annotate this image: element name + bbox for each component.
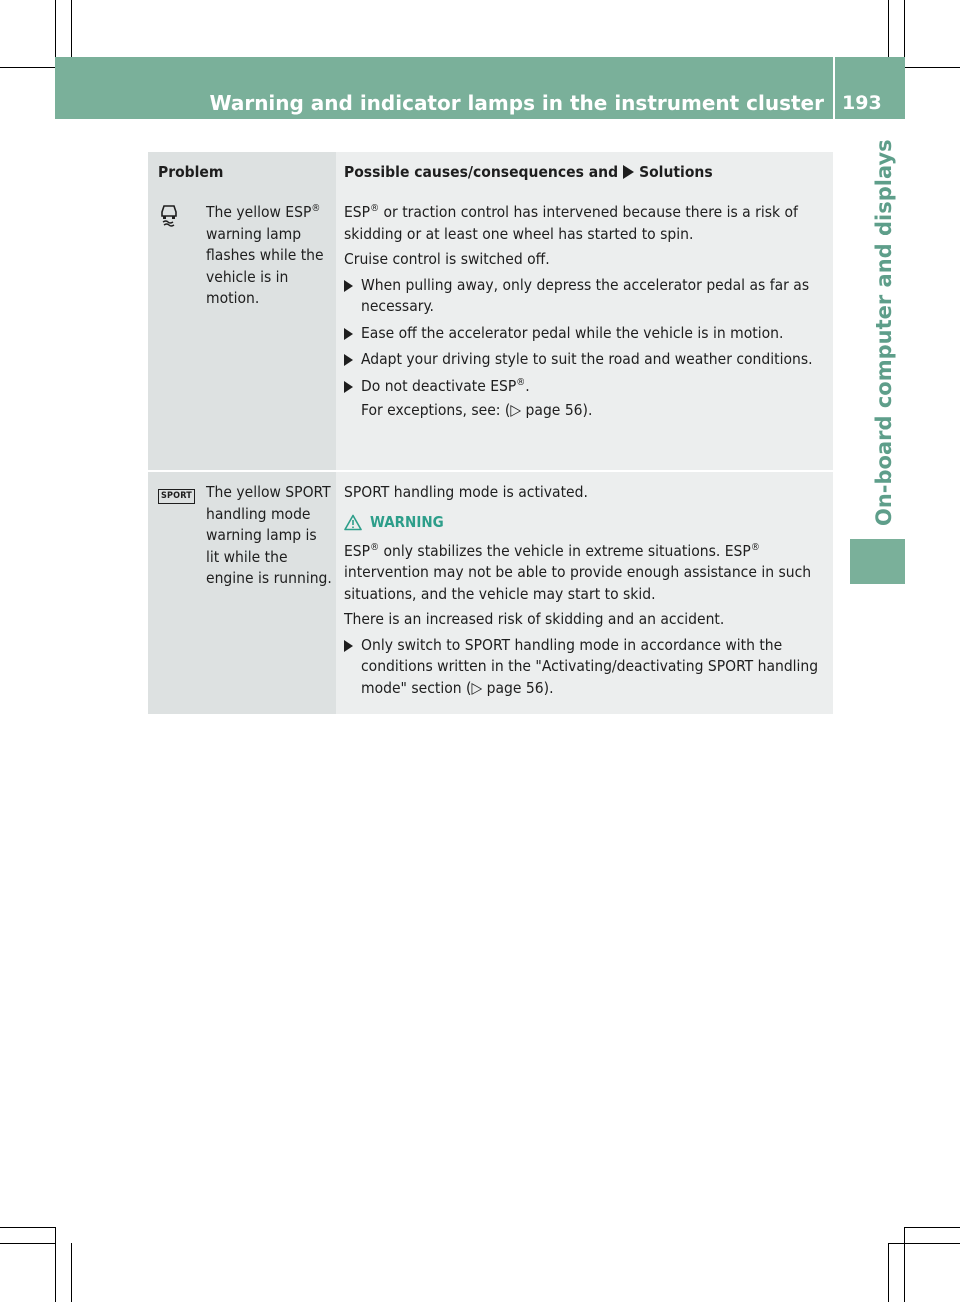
warning-text (344, 541, 829, 606)
text: Do not deactivate ESP (361, 376, 517, 395)
warning-triangle-icon (344, 514, 362, 531)
warning-heading (344, 512, 829, 533)
text: For exceptions, see: ( (361, 401, 511, 419)
section-tab-label: On-board computer and displays (872, 139, 896, 526)
page-title: Warning and indicator lamps in the instrument cluster (209, 91, 824, 115)
crop-mark (888, 1243, 889, 1302)
sport-symbol-text: SPORT (158, 489, 195, 504)
registered-mark: ® (516, 376, 526, 388)
page-number: 193 (842, 92, 882, 114)
crop-mark (888, 1243, 960, 1244)
page-ref-arrow-icon[interactable]: ▷ (471, 678, 483, 697)
text: page 56). (521, 401, 593, 419)
problem-text: The yellow SPORT handling mode warning lamp is lit while the engine is running. (206, 483, 332, 587)
text: ESP (344, 203, 371, 221)
page-ref-arrow-icon: ▷ (510, 401, 522, 419)
step-text (361, 376, 530, 398)
text: The yellow ESP (206, 203, 312, 221)
crop-mark (904, 1227, 960, 1228)
cause-text (344, 202, 829, 245)
step-text: Ease off the accelerator pedal while the vehicle is in motion. (361, 323, 784, 342)
instruction-step (344, 376, 829, 398)
crop-mark (904, 1227, 905, 1302)
crop-mark (55, 1227, 56, 1302)
warning-lamps-table (148, 152, 833, 714)
column-header-problem: Problem (148, 152, 336, 192)
text: intervention may not be able to provide enough assistance in such situations, and the vehicle may start to skid. (344, 563, 812, 603)
registered-mark: ® (750, 541, 760, 553)
step-text: Adapt your driving style to suit the road and weather conditions. (361, 350, 813, 368)
text: ESP (344, 541, 371, 560)
cause-text: SPORT handling mode is activated. (344, 483, 588, 501)
solution-cell (336, 472, 833, 714)
text: page 56). (482, 678, 554, 697)
text: only stabilizes the vehicle in extreme situations. ESP (379, 541, 751, 560)
step-arrow-icon (344, 323, 361, 345)
text: warning lamp flashes while the vehicle is in motion. (206, 224, 324, 307)
crop-mark (0, 1243, 56, 1244)
table-header (148, 152, 833, 192)
sport-handling-lamp-icon (158, 482, 194, 714)
table-row (148, 472, 833, 714)
step-arrow-icon (344, 275, 361, 318)
step-arrow-icon (344, 376, 361, 398)
column-header-text: Possible causes/consequences and (344, 163, 619, 181)
registered-mark: ® (370, 203, 380, 214)
registered-mark: ® (311, 203, 321, 214)
warning-label: WARNING (370, 512, 444, 531)
column-header-text: Solutions (639, 163, 713, 181)
cause-text: Cruise control is switched off. (344, 250, 550, 268)
text: or traction control has intervened because there is a risk of skidding or at least one wheel has started to spin. (344, 203, 798, 243)
page-reference[interactable] (344, 400, 829, 422)
text: . (525, 376, 530, 395)
warning-text: There is an increased risk of skidding and an accident. (344, 610, 725, 628)
problem-text (206, 202, 332, 470)
step-text: When pulling away, only depress the accelerator pedal as far as necessary. (361, 275, 810, 315)
table-row (148, 192, 833, 470)
header-divider (833, 57, 835, 119)
solution-arrow-icon (623, 165, 634, 179)
esp-warning-lamp-icon (158, 202, 194, 470)
problem-cell (148, 472, 336, 714)
column-header-solutions (336, 152, 833, 192)
step-arrow-icon (344, 349, 361, 371)
instruction-step (344, 349, 829, 371)
problem-cell (148, 192, 336, 470)
section-tab-marker (850, 539, 905, 584)
solution-cell (336, 192, 833, 470)
instruction-step (344, 323, 829, 345)
text: Only switch to SPORT handling mode in accordance with the conditions written in the "Activating/deactivating SPORT handling mode" section ( (361, 635, 819, 697)
crop-mark (0, 1227, 56, 1228)
crop-mark (71, 1243, 72, 1302)
instruction-step (344, 635, 829, 700)
instruction-step (344, 275, 829, 318)
step-text (361, 635, 829, 700)
registered-mark: ® (370, 541, 380, 553)
step-arrow-icon (344, 635, 361, 700)
